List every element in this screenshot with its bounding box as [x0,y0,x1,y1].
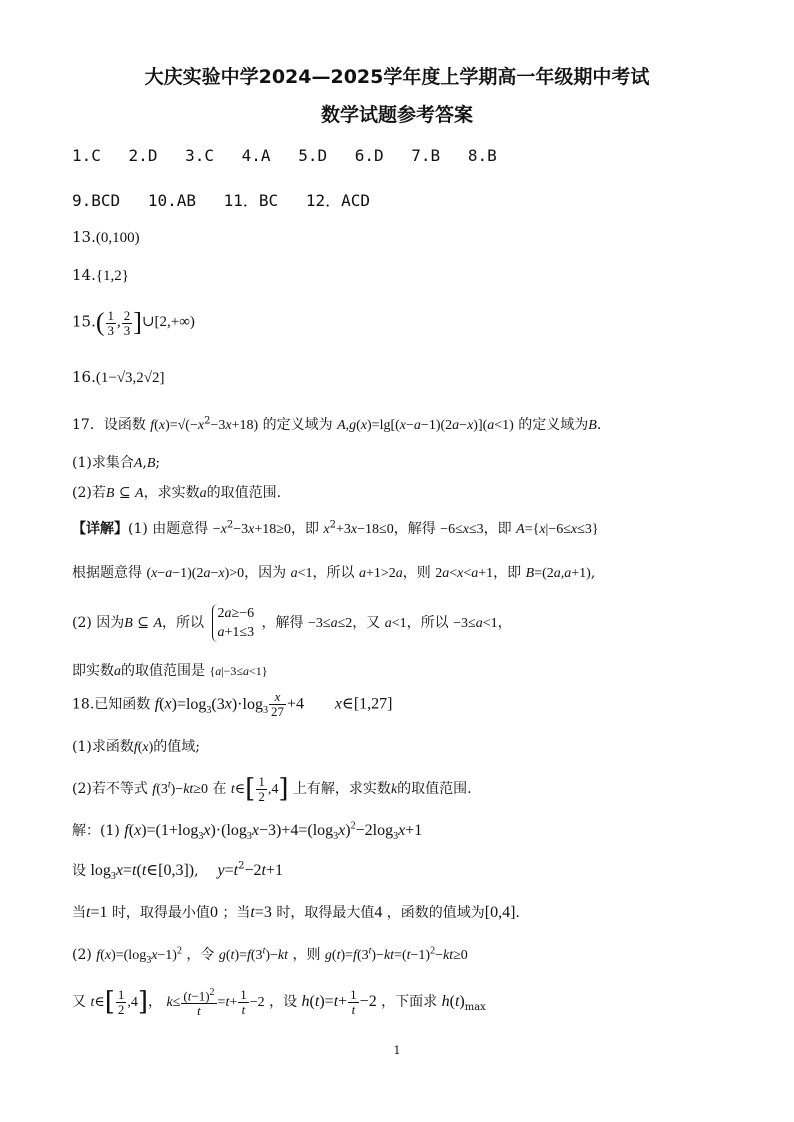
q18-part-2: (2)若不等式 $f(3^t)-kt\ge 0$ 在 t∈[ $\frac{1}{2}$ ,4] 上有解，求实数k的取值范围. [72,773,472,804]
answer-5: 5.D [298,146,328,165]
page-subtitle: 数学试题参考答案 [320,104,473,126]
answers-row-2 [72,188,388,211]
answers-row-1 [72,146,515,165]
answer-16: 16.(1−√3,2√2] [72,368,165,386]
q17-detail-3: (2) 因为B ⊆ A，所以 2a≥−6 a+1≤3 ，解得 −3≤a≤2，又 a<1，所以 −3≤a<1， [72,606,512,640]
q17-stem: 17．设函数 $f(x)=√(-x^2-3x+18)$ 的定义域为 A,g(x)=lg[(x−a−1)(2a−x)](a<1) 的定义域为B. [72,415,602,433]
answer-15-math: ( $\frac{1}{3}$ , $\frac{2}{3}$ ]∪[2,+∞) [95,307,195,338]
answer-13: 13.(0,100) [72,228,140,246]
q18-solution-2: (2) $f(x)=(\log_3x-1)^2$ ，令 $g(t)=f(3^t)-kt$ ，则 $g(t)=f(3^t)-kt=(t-1)^2-kt\ge 0$ [72,945,468,966]
q18-solution-1: 解：(1) $f(x)=(1+\log_3x)\cdot(\log_3x-3)+4=(\log_3x)^2-2\log_3x+1$ [72,820,423,843]
inequality-system: 2a≥−6 a+1≤3 [212,604,255,642]
q17-detail-4: 即实数a的取值范围是 {a|−3≤a<1} [72,663,268,679]
answer-6: 6.D [354,146,384,165]
q17-detail-1: 【详解】(1) 由题意得 $-x^2-3x+18\ge 0$，即 $x^2+3x-18\le 0$，解得 −6≤x≤3，即 A={x|−6≤x≤3} [72,519,599,537]
answer-14: 14.{1,2} [72,266,130,284]
q17-part-2: (2)若B ⊆ A，求实数a的取值范围. [72,485,282,501]
answer-3: 3.C [185,146,214,165]
answer-1: 1.C [72,146,101,165]
q17-detail-2: 根据题意得 (x−a−1)(2a−x)>0，因为 a<1，所以 a+1>2a，则 2a<x<a+1，即 B=(2a,a+1), [72,565,596,581]
answer-4: 4.A [241,146,271,165]
page-number: 1 [393,1044,401,1057]
q18-solution-let: 设 $\log_3x=t(t\in[0,3])$, $y=t^2-2t+1$ [72,860,283,883]
q17-part-1: (1)求集合A,B; [72,455,161,471]
answer-10: 10.AB [147,191,196,210]
page-title: 大庆实验中学2024—2025学年度上学期高一年级期中考试 [144,66,650,88]
answer-7: 7.B [411,146,441,165]
q18-solution-3: 又 t∈[ $\frac{1}{2}$ ,4]， k≤ $\frac{(t-1)^2}{t}$ =t+ $\frac{1}{t}$ −2 ，设 h(t)=t+ $\frac{1}{t}$ −2 ，下面求 $h(t)_{max}$ [72,986,486,1019]
q18-stem: 18.已知函数 $f(x)=\log_3(3x)\cdot\log_3$ $\frac{x}{27}$ +4 x∈[1,27] [72,689,393,719]
answer-8: 8.B [467,146,497,165]
answer-2: 2.D [128,146,158,165]
answer-9: 9.BCD [72,191,121,210]
q18-solution-range: 当t=1 时，取得最小值0 ；当t=3 时，取得最大值4 ，函数的值域为[0,4]. [72,904,520,921]
answer-12: 12．ACD [305,191,370,210]
answer-11: 11．BC [223,191,279,210]
q18-part-1: (1)求函数f(x)的值域; [72,739,201,755]
answer-16-math: (1−√3,2√2] [95,370,165,386]
answer-15: 15.( $\frac{1}{3}$ , $\frac{2}{3}$ ]∪[2,+∞) [72,307,195,338]
